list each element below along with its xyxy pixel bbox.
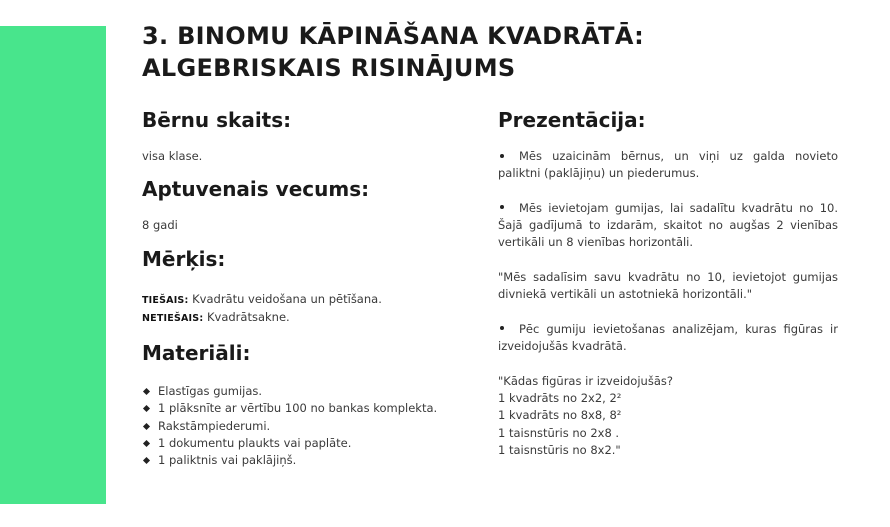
list-item xyxy=(142,400,482,417)
children-heading: Bērnu skaits: xyxy=(142,108,292,132)
diamond-bullet-icon xyxy=(143,440,150,447)
right-column xyxy=(498,104,838,459)
presentation-step-2 xyxy=(498,200,838,252)
quote-line: 1 taisnstūris no 8x2." xyxy=(498,443,621,458)
children-text: visa klase. xyxy=(142,149,203,163)
title-line-2: ALGEBRISKAIS RISINĀJUMS xyxy=(142,54,516,82)
age-text: 8 gadi xyxy=(142,218,178,233)
list-item xyxy=(142,418,482,435)
quote-line: 1 kvadrāts no 2x2, 2² xyxy=(498,391,622,406)
left-column xyxy=(142,104,482,470)
page-title xyxy=(142,20,644,84)
diamond-bullet-icon xyxy=(143,405,150,412)
materials-list xyxy=(142,383,482,469)
list-item-text: 1 plāksnīte ar vērtību 100 no bankas komplekta. xyxy=(158,401,438,416)
step-text: Mēs ievietojam gumijas, lai sadalītu kvadrātu no 10. Šajā gadījumā to izdarām, skaitot no augšas 2 vienības vertikāli un 8 vienības horizontāli. xyxy=(498,200,838,250)
presentation-step-1 xyxy=(498,148,838,183)
goal-direct xyxy=(142,291,482,309)
list-item xyxy=(142,383,482,400)
title-line-1: 3. BINOMU KĀPINĀŠANA KVADRĀTĀ: xyxy=(142,22,645,50)
quote-line: 1 taisnstūris no 2x8 . xyxy=(498,425,620,440)
list-item-text: Elastīgas gumijas. xyxy=(158,384,263,399)
bullet-icon xyxy=(500,326,504,330)
step-text: Mēs uzaicinām bērnus, un viņi uz galda novieto paliktni (paklājiņu) un piederumus. xyxy=(498,149,838,181)
quote-line: "Kādas figūras ir izveidojušās? xyxy=(498,373,673,388)
age-heading: Aptuvenais vecums: xyxy=(142,177,370,202)
goal-direct-label: TIEŠAIS: xyxy=(142,294,189,306)
list-item xyxy=(142,452,482,469)
goal-indirect-text: Kvadrātsakne. xyxy=(203,309,290,324)
presentation-heading: Prezentācija: xyxy=(498,108,646,132)
goal-direct-text: Kvadrātu veidošana un pētīšana. xyxy=(188,291,382,306)
presentation-quote-1: "Mēs sadalīsim savu kvadrātu no 10, ievietojot gumijas divniekā vertikāli un astotniekā horizontāli." xyxy=(498,270,838,302)
list-item-text: 1 paliktnis vai paklājiņš. xyxy=(158,453,297,468)
quote-line: 1 kvadrāts no 8x8, 8² xyxy=(498,408,622,423)
goal-heading: Mērķis: xyxy=(142,246,226,271)
list-item-text: 1 dokumentu plaukts vai paplāte. xyxy=(158,436,352,451)
goal-indirect xyxy=(142,309,482,327)
list-item-text: Rakstāmpiederumi. xyxy=(158,418,271,433)
presentation-quote-2 xyxy=(498,373,838,459)
bullet-icon xyxy=(500,154,504,158)
materials-heading: Materiāli: xyxy=(142,341,251,366)
diamond-bullet-icon xyxy=(143,457,150,464)
accent-bar xyxy=(0,26,106,504)
presentation-step-3 xyxy=(498,321,838,356)
step-text: Pēc gumiju ievietošanas analizējam, kuras figūras ir izveidojušās kvadrātā. xyxy=(498,321,838,354)
list-item xyxy=(142,435,482,452)
presentation-body xyxy=(498,148,838,459)
goals xyxy=(142,291,482,328)
diamond-bullet-icon xyxy=(143,388,150,395)
goal-indirect-label: NETIEŠAIS: xyxy=(142,312,204,324)
diamond-bullet-icon xyxy=(143,423,150,430)
bullet-icon xyxy=(500,205,504,209)
